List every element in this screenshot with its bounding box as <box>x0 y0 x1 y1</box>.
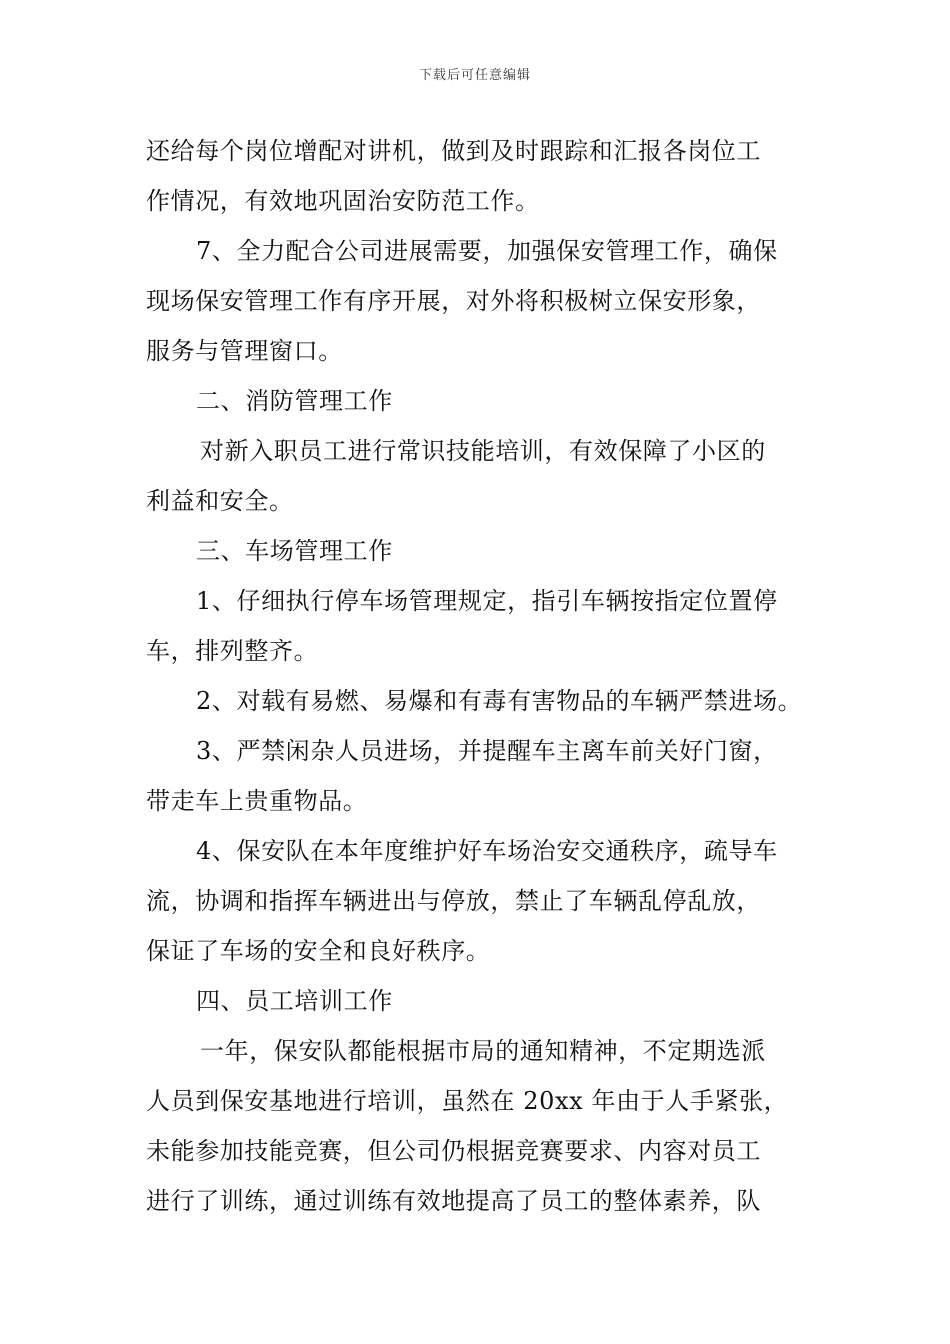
paragraph-line: 2、对载有易燃、易爆和有毒有害物品的车辆严禁进场。 <box>196 687 803 715</box>
download-note: 下载后可任意编辑 <box>418 68 531 83</box>
paragraph-line: 车，排列整齐。 <box>146 637 319 665</box>
paragraph-line: 人员到保安基地进行培训，虽然在 20xx 年由于人手紧张， <box>146 1087 789 1115</box>
section-heading: 三、车场管理工作 <box>196 537 393 565</box>
paragraph-line: 现场保安管理工作有序开展，对外将积极树立保安形象， <box>146 287 761 315</box>
paragraph-line: 一年，保安队都能根据市局的通知精神，不定期选派 <box>200 1037 766 1065</box>
paragraph-line: 流，协调和指挥车辆进出与停放，禁止了车辆乱停乱放， <box>146 887 761 915</box>
document-body <box>146 126 810 1226</box>
section-heading: 四、员工培训工作 <box>196 987 393 1015</box>
paragraph-line: 带走车上贵重物品。 <box>146 787 368 815</box>
paragraph-line: 利益和安全。 <box>146 487 294 515</box>
paragraph-line: 还给每个岗位增配对讲机，做到及时跟踪和汇报各岗位工 <box>146 137 761 165</box>
paragraph-line: 3、严禁闲杂人员进场，并提醒车主离车前关好门窗， <box>196 737 778 765</box>
paragraph-line: 保证了车场的安全和良好秩序。 <box>146 937 491 965</box>
paragraph-line: 未能参加技能竞赛，但公司仍根据竞赛要求、内容对员工 <box>146 1137 761 1165</box>
paragraph-line: 1、仔细执行停车场管理规定，指引车辆按指定位置停 <box>196 587 778 615</box>
paragraph-line: 服务与管理窗口。 <box>146 337 343 365</box>
paragraph-line: 作情况，有效地巩固治安防范工作。 <box>146 187 540 215</box>
paragraph-line: 进行了训练，通过训练有效地提高了员工的整体素养，队 <box>146 1187 761 1215</box>
section-heading: 二、消防管理工作 <box>196 387 393 415</box>
paragraph-line: 对新入职员工进行常识技能培训，有效保障了小区的 <box>200 437 766 465</box>
paragraph-line: 4、保安队在本年度维护好车场治安交通秩序，疏导车 <box>196 837 778 865</box>
paragraph-line: 7、全力配合公司进展需要，加强保安管理工作，确保 <box>196 237 778 265</box>
